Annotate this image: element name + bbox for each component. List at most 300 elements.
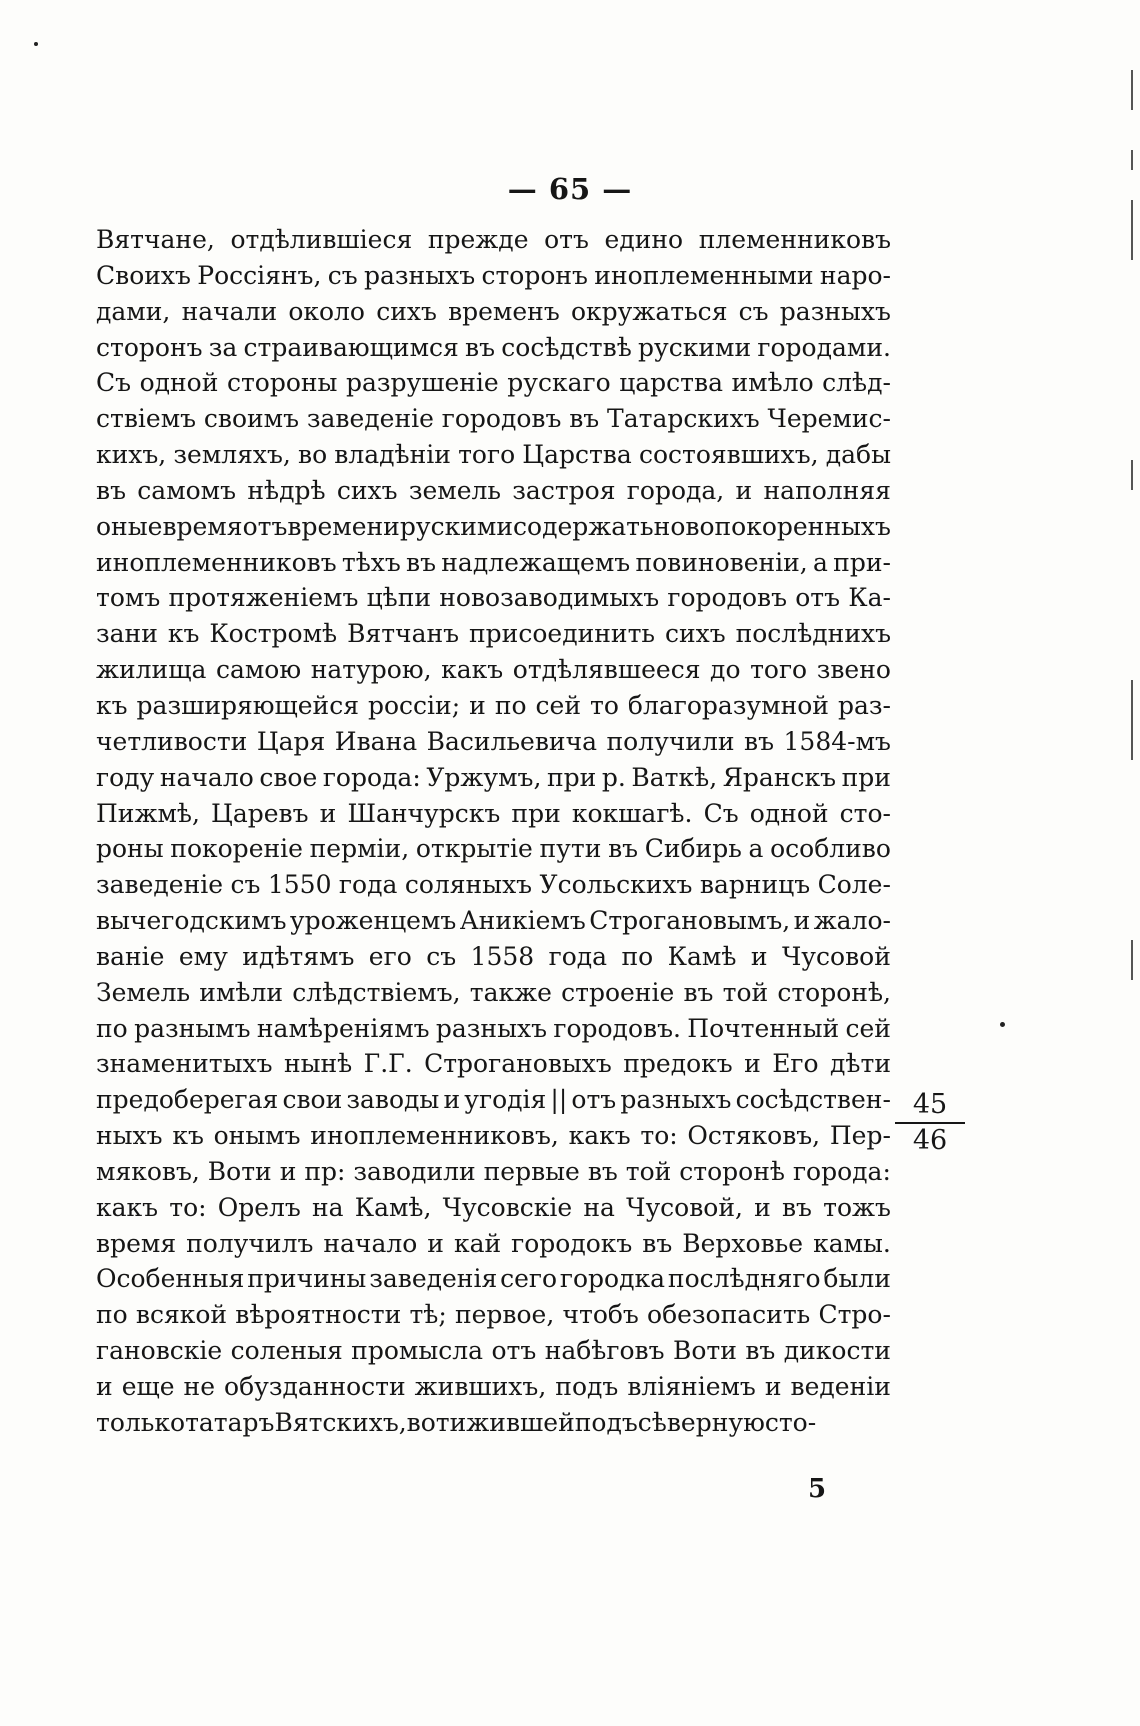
word: съ [738, 296, 769, 326]
word: сто- [839, 798, 891, 828]
word: прежде [427, 225, 529, 254]
text-line [96, 688, 891, 724]
word: города: [322, 762, 421, 792]
word: тожъ [823, 1192, 891, 1222]
word: Вятчане, [96, 225, 215, 254]
word: Пижмѣ, [96, 798, 200, 828]
word: самою [215, 655, 302, 685]
word: отъ [242, 511, 288, 541]
word: Съ [96, 368, 132, 398]
word: и [96, 1372, 113, 1401]
word: съ [327, 260, 358, 290]
word: 1584-мъ [783, 726, 891, 756]
text-line [96, 1154, 891, 1190]
word: Чусовой [781, 941, 891, 971]
text-line [96, 975, 891, 1011]
word: слѣдствіемъ, [292, 977, 461, 1007]
text-line [96, 437, 891, 473]
text-line [96, 831, 891, 867]
text-line [96, 652, 891, 688]
text-line [96, 545, 891, 581]
word: отъ [491, 1336, 537, 1366]
word: и [735, 475, 753, 505]
word: Уржумъ, [426, 762, 542, 792]
word: Воти [207, 1156, 272, 1186]
word: городовъ [441, 404, 562, 434]
word: жилища [96, 655, 207, 685]
word: и [443, 1085, 461, 1115]
word: при- [833, 547, 891, 577]
word: причины [247, 1264, 367, 1294]
word: при [841, 762, 891, 792]
word: повиновеніи, [635, 547, 808, 577]
word: городами. [757, 332, 891, 362]
text-line [96, 1118, 891, 1154]
word: въ [587, 1156, 618, 1186]
word: года [548, 941, 608, 971]
word: тѣхъ [341, 547, 401, 577]
word: отъ [795, 583, 841, 613]
word: наро- [819, 260, 891, 290]
word: Усольскихъ [539, 870, 693, 900]
word: всякой [135, 1300, 228, 1330]
word: пр: [304, 1156, 346, 1186]
word: при [546, 762, 597, 792]
word: по [621, 941, 654, 971]
margin-folio-bottom: 46 [912, 1125, 948, 1156]
word: получили [606, 726, 735, 756]
word: за [208, 332, 238, 362]
word: особливо [770, 834, 891, 864]
word: нынѣ [283, 1049, 353, 1079]
word: и [793, 906, 811, 936]
word: Своихъ [96, 260, 191, 290]
word: имѣло [731, 368, 814, 398]
word: около [288, 296, 365, 326]
word: иноплеменными [594, 260, 814, 290]
word: рускими [638, 332, 752, 362]
word: сосѣдствѣ [501, 332, 632, 362]
word: разрушеніе [345, 368, 499, 398]
word: одной [139, 368, 219, 398]
word: Костромѣ [209, 619, 338, 649]
word: Шанчурскъ [347, 798, 501, 828]
word: гановскіе [96, 1336, 223, 1366]
signature-mark: 5 [808, 1474, 827, 1504]
word: намѣреніямъ [256, 1013, 430, 1043]
word: дабы [825, 440, 891, 470]
word: надлежащемъ [441, 547, 631, 577]
word: свое [259, 762, 318, 792]
word: 1558 [470, 941, 535, 971]
text-line [96, 1226, 891, 1262]
word: угодія [464, 1085, 547, 1115]
word: по [96, 1013, 128, 1043]
word: наполняя [763, 475, 891, 505]
word: отъ [571, 1085, 617, 1115]
word: Почтенный [687, 1013, 840, 1043]
word: послѣднихъ [735, 619, 891, 649]
word: племенниковъ [698, 225, 891, 254]
word: кай [453, 1228, 502, 1258]
word: и [764, 1372, 782, 1401]
word: въ [642, 1228, 673, 1258]
word: натурою, [310, 655, 432, 685]
text-line [96, 1297, 891, 1333]
word: благоразумной [627, 690, 829, 720]
word: Ка- [848, 583, 891, 613]
word: а [813, 547, 828, 577]
word: начали [181, 296, 278, 326]
word: новопокоренныхъ [653, 511, 891, 541]
text-line [96, 509, 891, 545]
word: къ [167, 619, 200, 649]
word: заводили [353, 1156, 476, 1186]
word: подъ [574, 1407, 638, 1437]
text-line [96, 473, 891, 509]
word: строеніе [561, 977, 675, 1007]
word: городовъ. [553, 1013, 681, 1043]
word: сторонѣ [679, 1156, 785, 1186]
word: отдѣлявшееся [512, 655, 701, 685]
word: перміи, [309, 834, 410, 864]
word: Вятчанъ [347, 619, 460, 649]
word: своимъ [203, 404, 300, 434]
word: Камѣ [667, 941, 737, 971]
word: разныхъ [364, 260, 476, 290]
word: рускаго [507, 368, 611, 398]
word: царства [619, 368, 723, 398]
word: кихъ, [96, 440, 167, 470]
word: дѣти [830, 1049, 891, 1079]
word: соляныхъ [404, 870, 533, 900]
word: жившей [466, 1407, 575, 1437]
word: сей [535, 690, 581, 720]
word: какъ [568, 1121, 631, 1151]
word: вычегодскимъ [96, 906, 287, 936]
word: россіи; [368, 690, 461, 720]
scan-edge-marks [1131, 40, 1134, 1040]
word: Черемис- [767, 404, 891, 434]
word: въ [96, 475, 126, 505]
word: слѣд- [822, 368, 891, 398]
word: Яранскъ [722, 762, 837, 792]
word: получилъ [186, 1228, 314, 1258]
text-line [96, 1369, 891, 1405]
word: набѣговъ [544, 1336, 665, 1366]
word: звено [816, 655, 891, 685]
text-line [96, 1261, 891, 1297]
text-line [96, 365, 891, 401]
word: въ [569, 404, 600, 434]
word: страивающимся [243, 332, 459, 362]
word: содержать [513, 511, 654, 541]
text-line [96, 258, 891, 294]
word: Воти [672, 1336, 737, 1366]
word: сосѣдствен- [735, 1085, 891, 1115]
text-line [96, 1046, 891, 1082]
word: Соле- [817, 870, 891, 900]
word: разныхъ [435, 1013, 547, 1043]
word: застроя [512, 475, 616, 505]
word: заводы [346, 1085, 440, 1115]
text-line [96, 760, 891, 796]
word: Царства [522, 440, 632, 470]
word: Татарскихъ [607, 404, 760, 434]
word: разныхъ [620, 1085, 732, 1115]
word: по [494, 690, 527, 720]
word: предоберегая [96, 1085, 279, 1115]
word: мяковъ, [96, 1156, 200, 1186]
word: сихъ [376, 296, 437, 326]
word: того [750, 655, 808, 685]
word: Царя [256, 726, 326, 756]
margin-folio-rule [895, 1122, 965, 1124]
word: имѣли [199, 977, 284, 1007]
word: въ [745, 1336, 776, 1366]
word: и [279, 1156, 297, 1186]
word: дикости [783, 1336, 891, 1366]
word: рускими [399, 511, 513, 541]
word: жало- [813, 906, 891, 936]
word: ствіемъ [96, 404, 197, 434]
word: сто- [764, 1407, 817, 1437]
word: въ [406, 547, 437, 577]
word: ваніе [96, 941, 165, 971]
word: разширяющейся [136, 690, 359, 720]
word: оные [96, 511, 163, 541]
word: едино [604, 225, 684, 254]
word: сторонѣ, [777, 977, 891, 1007]
word: первые [483, 1156, 580, 1186]
text-line [96, 580, 891, 616]
word: Съ [703, 798, 739, 828]
word: промысла [351, 1336, 484, 1366]
word: соленыя [230, 1336, 343, 1366]
word: татаръ [185, 1407, 275, 1437]
word: и [754, 1192, 771, 1222]
word: открытіе [415, 834, 533, 864]
word: дами, [96, 296, 171, 326]
word: а [748, 834, 764, 864]
word: Стро- [818, 1300, 891, 1330]
scan-speck [1000, 1022, 1005, 1027]
word: года [338, 870, 398, 900]
word: вліяніемъ [627, 1372, 756, 1401]
text-line [96, 939, 891, 975]
text-line [96, 1082, 891, 1118]
word: заведеніе [96, 870, 224, 900]
word: Земель [96, 977, 191, 1007]
word: сихъ [664, 619, 726, 649]
scan-speck [34, 42, 38, 46]
word: 1550 [267, 870, 332, 900]
text-line [96, 330, 891, 366]
word: присоединить [469, 619, 656, 649]
word: воти [406, 1407, 467, 1437]
word: онымъ [213, 1121, 301, 1151]
word: къ [96, 690, 128, 720]
word: и [469, 690, 486, 720]
margin-folio-note [895, 1090, 965, 1156]
text-line [96, 222, 891, 258]
word: цѣпи [366, 583, 432, 613]
word: р. [601, 762, 626, 792]
word: варницъ [699, 870, 811, 900]
word: время [162, 511, 243, 541]
word: то: [169, 1192, 207, 1222]
word: первое, [454, 1300, 555, 1330]
word: сѣверную [637, 1407, 765, 1437]
word: въ [608, 834, 639, 864]
word: земель [408, 475, 501, 505]
word: подъ [555, 1372, 619, 1401]
word: какъ [441, 655, 504, 685]
text-line [96, 1405, 891, 1441]
word: Его [772, 1049, 819, 1079]
word: Ваткѣ, [631, 762, 718, 792]
word: и [319, 798, 337, 828]
word: окружаться [570, 296, 728, 326]
word: сторонъ [481, 260, 588, 290]
word: временъ [448, 296, 560, 326]
word: начало [159, 762, 254, 792]
word: его [368, 941, 412, 971]
word: сихъ [336, 475, 398, 505]
word: съ [230, 870, 261, 900]
word: при [511, 798, 561, 828]
word: камы. [813, 1228, 891, 1258]
word: заведеніе [306, 404, 434, 434]
word: идѣтямъ [242, 941, 355, 971]
word: четливости [96, 726, 248, 756]
word: ему [178, 941, 228, 971]
text-line [96, 616, 891, 652]
word: вѣроятности [235, 1300, 402, 1330]
word: по [96, 1300, 128, 1330]
text-line [96, 1333, 891, 1369]
word: Камѣ, [354, 1192, 432, 1222]
word: разныхъ [779, 296, 891, 326]
word: Пер- [829, 1121, 891, 1151]
page-header: — 65 — [507, 172, 633, 206]
word: и [427, 1228, 444, 1258]
word: обезопасить [647, 1300, 811, 1330]
body-text [96, 222, 891, 1441]
word: время [96, 1228, 177, 1258]
word: || [550, 1085, 568, 1115]
word: Строгановымъ, [589, 906, 791, 936]
word: Ивана [334, 726, 418, 756]
word: нѣдрѣ [247, 475, 326, 505]
word: города: [792, 1156, 891, 1186]
word: протяженіемъ [168, 583, 359, 613]
word: Царевъ [211, 798, 309, 828]
word: съ [426, 941, 457, 971]
word: сего [500, 1264, 558, 1294]
word: Орелъ [217, 1192, 301, 1222]
word: были [823, 1264, 891, 1294]
word: новозаводимыхъ [439, 583, 660, 613]
word: чтобъ [562, 1300, 639, 1330]
word: Особенныя [96, 1264, 245, 1294]
word: Г.Г. [363, 1049, 413, 1079]
word: владѣніи [334, 440, 451, 470]
word: Чусовой, [626, 1192, 743, 1222]
word: въ [744, 726, 775, 756]
word: Россіянъ, [197, 260, 322, 290]
word: разнымъ [134, 1013, 251, 1043]
text-line [96, 903, 891, 939]
word: раз- [837, 690, 891, 720]
word: состоявшихъ, [638, 440, 819, 470]
word: земляхъ, [173, 440, 291, 470]
word: покореніе [170, 834, 303, 864]
word: иноплеменниковъ [96, 547, 337, 577]
word: томъ [96, 583, 161, 613]
word: заведенія [369, 1264, 498, 1294]
word: и [744, 1049, 761, 1079]
word: предокъ [623, 1049, 733, 1079]
word: Сибирь [644, 834, 742, 864]
text-line [96, 294, 891, 330]
word: также [469, 977, 552, 1007]
word: знаменитыхъ [96, 1049, 273, 1079]
word: Васильевича [426, 726, 598, 756]
word: города, [626, 475, 725, 505]
word: городка [559, 1264, 666, 1294]
word: въ [465, 332, 496, 362]
word: Аникіемъ [459, 906, 586, 936]
word: той [625, 1156, 672, 1186]
word: отдѣлившіеся [230, 225, 413, 254]
text-line [96, 401, 891, 437]
word: въ [683, 977, 714, 1007]
word: и [750, 941, 768, 971]
word: ныхъ [96, 1121, 163, 1151]
word: Вятскихъ, [274, 1407, 407, 1437]
word: Строгановыхъ [424, 1049, 612, 1079]
word: зани [96, 619, 158, 649]
word: времени [287, 511, 400, 541]
word: Остяковъ, [687, 1121, 821, 1151]
word: начало [323, 1228, 418, 1258]
margin-folio-top: 45 [912, 1089, 948, 1120]
word: то: [640, 1121, 678, 1151]
word: самомъ [137, 475, 237, 505]
word: одной [749, 798, 829, 828]
word: пути [539, 834, 602, 864]
word: къ [172, 1121, 204, 1151]
word: какъ [96, 1192, 159, 1222]
word: обузданности [224, 1372, 406, 1401]
word: кокшагѣ. [571, 798, 693, 828]
word: жившихъ, [414, 1372, 547, 1401]
word: сей [845, 1013, 891, 1043]
word: на [311, 1192, 344, 1222]
word: въ [781, 1192, 812, 1222]
word: Верховье [682, 1228, 804, 1258]
word: году [96, 762, 155, 792]
word: того [458, 440, 516, 470]
word: свои [282, 1085, 343, 1115]
word: роны [96, 834, 164, 864]
word: стороны [226, 368, 338, 398]
word: до [710, 655, 741, 685]
word: иноплеменниковъ, [310, 1121, 559, 1151]
word: Чусовскіе [442, 1192, 573, 1222]
word: городокъ [511, 1228, 633, 1258]
